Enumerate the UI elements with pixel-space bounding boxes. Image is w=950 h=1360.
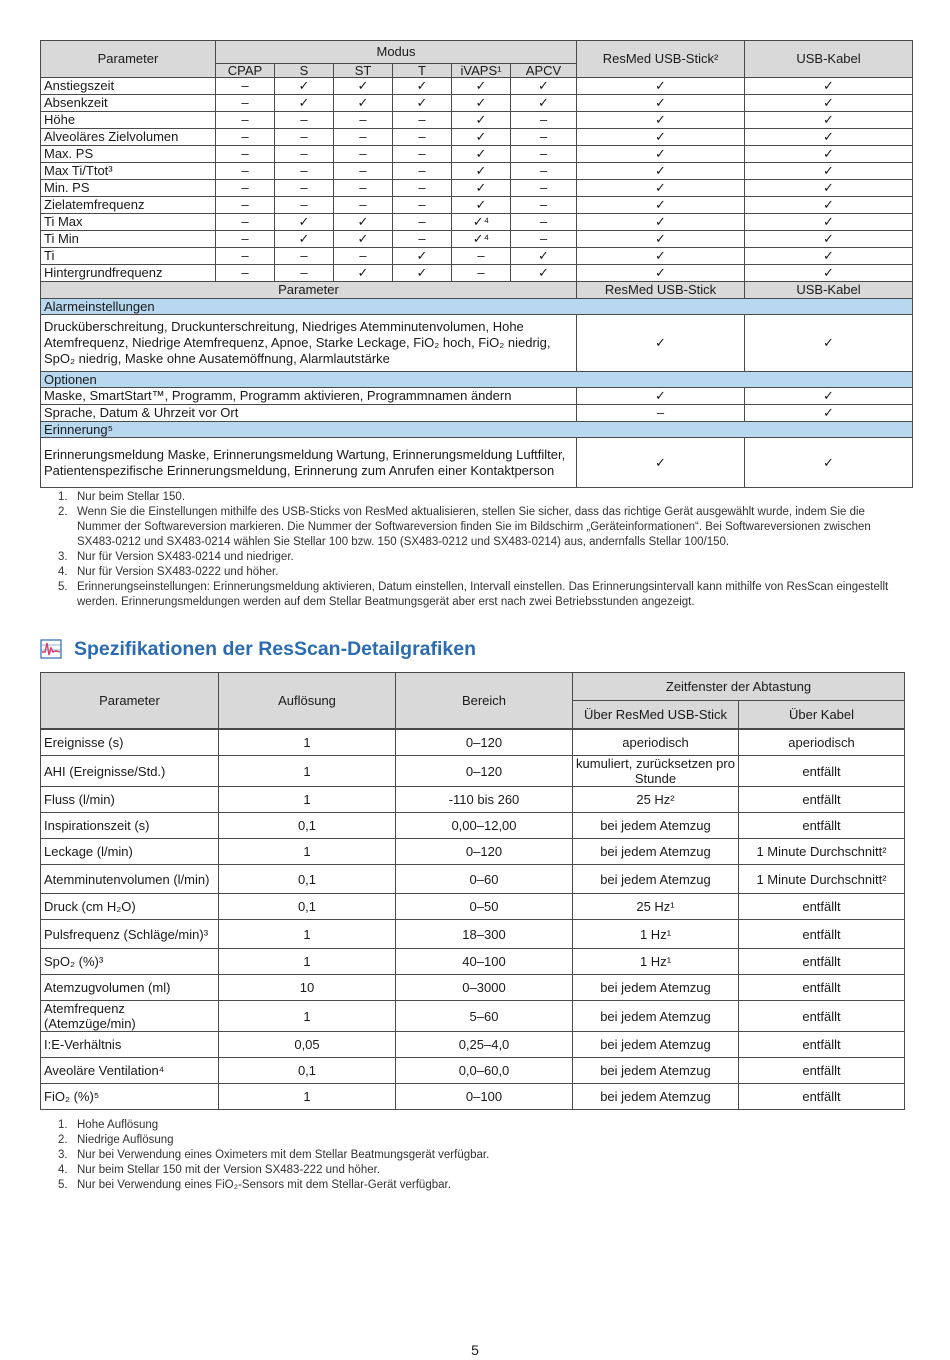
value-cell: – xyxy=(334,248,393,265)
param-cell: I:E-Verhältnis xyxy=(41,1032,219,1058)
value-cell: ✓ xyxy=(452,95,511,112)
value-cell: entfällt xyxy=(739,1001,905,1032)
value-cell: – xyxy=(216,129,275,146)
value-cell: – xyxy=(334,129,393,146)
param-cell: Ti Max xyxy=(41,214,216,231)
param-cell: Absenkzeit xyxy=(41,95,216,112)
value-cell: 10 xyxy=(219,975,396,1001)
table-row xyxy=(41,839,905,865)
footnote-number: 1. xyxy=(58,1119,68,1131)
value-cell: – xyxy=(393,129,452,146)
value-cell: 0,1 xyxy=(219,894,396,920)
mode-header: iVAPS¹ xyxy=(452,64,511,78)
value-cell: ✓ xyxy=(393,95,452,112)
value-cell: – xyxy=(216,163,275,180)
footnote-number: 4. xyxy=(58,1164,68,1176)
value-cell: entfällt xyxy=(739,1058,905,1084)
value-cell: 1 xyxy=(219,1084,396,1110)
param-cell: Inspirationszeit (s) xyxy=(41,813,219,839)
value-cell: – xyxy=(216,231,275,248)
table-subheader xyxy=(41,282,913,299)
value-cell: – xyxy=(216,248,275,265)
footnote-number: 1. xyxy=(58,491,68,503)
value-cell: 1 Hz¹ xyxy=(573,920,739,949)
value-cell: – xyxy=(275,112,334,129)
value-cell: – xyxy=(511,197,577,214)
value-cell: ✓ xyxy=(577,231,745,248)
section-row-options xyxy=(41,372,913,388)
mode-header: T xyxy=(393,64,452,78)
subheader-usb-stick: ResMed USB-Stick xyxy=(577,282,745,299)
value-cell: aperiodisch xyxy=(739,730,905,756)
value-cell: ✓ xyxy=(275,231,334,248)
value-cell: ✓ xyxy=(452,112,511,129)
param-cell: FiO₂ (%)⁵ xyxy=(41,1084,219,1110)
value-cell: – xyxy=(393,163,452,180)
value-cell: – xyxy=(511,180,577,197)
value-cell: ✓ xyxy=(745,315,913,372)
value-cell: – xyxy=(275,197,334,214)
header-via-usb-stick: Über ResMed USB-Stick xyxy=(573,701,739,729)
value-cell: ✓ xyxy=(745,248,913,265)
header-via-cable: Über Kabel xyxy=(739,701,905,729)
value-cell: ✓ xyxy=(745,112,913,129)
subheader-parameter: Parameter xyxy=(41,282,577,299)
value-cell: ✓ xyxy=(452,78,511,95)
param-cell: Drucküberschreitung, Druckunterschreitung, Niedriges Atemminutenvolumen, Hohe Atemfrequenz, Niedrige Atemfrequenz, Apnoe, Starke Leckage, FiO₂ hoch, FiO₂ niedrig, SpO₂ niedrig, Maske ohne Ausatemöffnung, Alarmlautstärke xyxy=(41,315,577,372)
value-cell: entfällt xyxy=(739,756,905,787)
header-modus: Modus xyxy=(216,41,577,64)
value-cell: ✓ xyxy=(452,146,511,163)
header-resolution: Auflösung xyxy=(219,673,396,729)
value-cell: entfällt xyxy=(739,920,905,949)
value-cell: ✓ xyxy=(275,95,334,112)
resscan-spec-table xyxy=(40,672,905,1110)
value-cell: ✓ xyxy=(745,180,913,197)
value-cell: ✓ xyxy=(745,388,913,405)
value-cell: entfällt xyxy=(739,787,905,813)
value-cell: – xyxy=(275,163,334,180)
footnote-text: Nur bei Verwendung eines FiO₂-Sensors mit dem Stellar-Gerät verfügbar. xyxy=(77,1179,451,1191)
value-cell: – xyxy=(275,248,334,265)
value-cell: – xyxy=(393,231,452,248)
value-cell: ✓ xyxy=(745,197,913,214)
header-usb-stick: ResMed USB-Stick² xyxy=(577,41,745,78)
value-cell: 0–3000 xyxy=(396,975,573,1001)
param-cell: Zielatemfrequenz xyxy=(41,197,216,214)
value-cell: ✓ xyxy=(577,180,745,197)
section-title: Erinnerung⁵ xyxy=(41,422,913,438)
value-cell: entfällt xyxy=(739,949,905,975)
value-cell: ✓ xyxy=(334,214,393,231)
value-cell: ✓ xyxy=(275,214,334,231)
table-row xyxy=(41,920,905,949)
table-row xyxy=(41,146,913,163)
footnote xyxy=(58,1133,908,1148)
table-row xyxy=(41,894,905,920)
table-row xyxy=(41,865,905,894)
value-cell: 1 xyxy=(219,920,396,949)
value-cell: ✓ xyxy=(511,95,577,112)
table-row xyxy=(41,405,913,422)
value-cell: 1 Minute Durchschnitt² xyxy=(739,839,905,865)
footnote xyxy=(58,580,908,610)
value-cell: ✓ xyxy=(275,78,334,95)
value-cell: bei jedem Atemzug xyxy=(573,865,739,894)
value-cell: 1 xyxy=(219,756,396,787)
param-cell: AHI (Ereignisse/Std.) xyxy=(41,756,219,787)
value-cell: ✓ xyxy=(577,163,745,180)
param-cell: Ti Min xyxy=(41,231,216,248)
param-cell: SpO₂ (%)³ xyxy=(41,949,219,975)
value-cell: 0–50 xyxy=(396,894,573,920)
footnote xyxy=(58,1178,908,1193)
value-cell: 0,1 xyxy=(219,813,396,839)
value-cell: – xyxy=(393,197,452,214)
value-cell: – xyxy=(511,214,577,231)
value-cell: ✓ xyxy=(452,180,511,197)
param-cell: Atemzugvolumen (ml) xyxy=(41,975,219,1001)
value-cell: – xyxy=(216,112,275,129)
value-cell: ✓ xyxy=(334,95,393,112)
header-usb-cable: USB-Kabel xyxy=(745,41,913,78)
table-row xyxy=(41,214,913,231)
value-cell: – xyxy=(275,129,334,146)
value-cell: – xyxy=(334,163,393,180)
footnote-text: Nur für Version SX483-0214 und niedriger. xyxy=(77,551,294,563)
header-parameter: Parameter xyxy=(41,673,219,729)
section-row-alarm xyxy=(41,299,913,315)
param-cell: Ti xyxy=(41,248,216,265)
value-cell: entfällt xyxy=(739,894,905,920)
value-cell: bei jedem Atemzug xyxy=(573,1032,739,1058)
header-sampling-window: Zeitfenster der Abtastung xyxy=(573,673,905,701)
table-row xyxy=(41,1058,905,1084)
value-cell: – xyxy=(393,112,452,129)
table-row xyxy=(41,438,913,488)
value-cell: – xyxy=(216,95,275,112)
value-cell: – xyxy=(511,129,577,146)
table-row xyxy=(41,129,913,146)
footnote-text: Nur beim Stellar 150. xyxy=(77,491,186,503)
page-number: 5 xyxy=(471,1342,479,1358)
param-cell: Atemfrequenz (Atemzüge/min) xyxy=(41,1001,219,1032)
mode-header: APCV xyxy=(511,64,577,78)
value-cell: entfällt xyxy=(739,813,905,839)
mode-header: CPAP xyxy=(216,64,275,78)
value-cell: 5–60 xyxy=(396,1001,573,1032)
value-cell: 40–100 xyxy=(396,949,573,975)
section-title: Alarmeinstellungen xyxy=(41,299,913,315)
value-cell: – xyxy=(452,248,511,265)
value-cell: ✓ xyxy=(577,95,745,112)
footnotes-resscan xyxy=(58,1118,908,1193)
footnote xyxy=(58,1118,908,1133)
footnote-text: Nur für Version SX483-0222 und höher. xyxy=(77,566,279,578)
section-title: Spezifikationen der ResScan-Detailgrafiken xyxy=(74,637,477,660)
table-row xyxy=(41,197,913,214)
value-cell: 0–120 xyxy=(396,730,573,756)
value-cell: 25 Hz² xyxy=(573,787,739,813)
param-cell: Maske, SmartStart™, Programm, Programm aktivieren, Programmnamen ändern xyxy=(41,388,577,405)
table-row xyxy=(41,248,913,265)
footnote-text: Niedrige Auflösung xyxy=(77,1134,174,1146)
value-cell: – xyxy=(334,197,393,214)
section-title: Optionen xyxy=(41,372,913,388)
value-cell: ✓ xyxy=(577,388,745,405)
param-cell: Erinnerungsmeldung Maske, Erinnerungsmeldung Wartung, Erinnerungsmeldung Luftfilter, Patientenspezifische Erinnerungsmeldung, Erinnerung zum Anrufen einer Kontaktperson xyxy=(41,438,577,488)
value-cell: ✓ xyxy=(511,78,577,95)
value-cell: entfällt xyxy=(739,975,905,1001)
value-cell: – xyxy=(393,180,452,197)
param-cell: Fluss (l/min) xyxy=(41,787,219,813)
table-row xyxy=(41,95,913,112)
value-cell: ✓ xyxy=(577,315,745,372)
value-cell: ✓⁴ xyxy=(452,231,511,248)
value-cell: ✓ xyxy=(334,231,393,248)
value-cell: ✓ xyxy=(745,95,913,112)
value-cell: – xyxy=(334,180,393,197)
value-cell: 1 xyxy=(219,730,396,756)
value-cell: entfällt xyxy=(739,1032,905,1058)
value-cell: 1 Hz¹ xyxy=(573,949,739,975)
value-cell: ✓ xyxy=(577,214,745,231)
value-cell: 0–100 xyxy=(396,1084,573,1110)
footnote-text: Nur bei Verwendung eines Oximeters mit dem Stellar Beatmungsgerät verfügbar. xyxy=(77,1149,490,1161)
value-cell: – xyxy=(511,163,577,180)
value-cell: 0,1 xyxy=(219,865,396,894)
value-cell: bei jedem Atemzug xyxy=(573,839,739,865)
param-cell: Max Ti/Ttot³ xyxy=(41,163,216,180)
table-row xyxy=(41,1084,905,1110)
table-row xyxy=(41,949,905,975)
header-parameter: Parameter xyxy=(41,41,216,78)
param-cell: Höhe xyxy=(41,112,216,129)
value-cell: – xyxy=(511,231,577,248)
value-cell: – xyxy=(393,146,452,163)
param-cell: Leckage (l/min) xyxy=(41,839,219,865)
table-row xyxy=(41,756,905,787)
table-row xyxy=(41,265,913,282)
param-cell: Druck (cm H₂O) xyxy=(41,894,219,920)
table-row xyxy=(41,787,905,813)
param-cell: Sprache, Datum & Uhrzeit vor Ort xyxy=(41,405,577,422)
table-row xyxy=(41,163,913,180)
value-cell: ✓ xyxy=(745,129,913,146)
param-cell: Alveoläres Zielvolumen xyxy=(41,129,216,146)
footnote-number: 4. xyxy=(58,566,68,578)
footnote-number: 2. xyxy=(58,506,68,518)
param-cell: Aveoläre Ventilation⁴ xyxy=(41,1058,219,1084)
value-cell: – xyxy=(216,78,275,95)
value-cell: bei jedem Atemzug xyxy=(573,1058,739,1084)
footnote-text: Wenn Sie die Einstellungen mithilfe des USB-Sticks von ResMed aktualisieren, stellen Sie sicher, dass das richtige Gerät ausgewählt wurde, indem Sie die Nummer der Softwareversion markieren. Die Nummer der Softwareversion finden Sie im Bildschirm „Geräteinformationen“. Bei Softwareversionen zwischen SX483-0212 und SX483-0214 wählen Sie Stellar 100 bzw. 150 (SX483-0212 und SX483-0214) aus, andernfalls Stellar 100/150. xyxy=(77,506,871,548)
value-cell: 0,25–4,0 xyxy=(396,1032,573,1058)
value-cell: -110 bis 260 xyxy=(396,787,573,813)
value-cell: ✓ xyxy=(511,265,577,282)
table-row xyxy=(41,730,905,756)
value-cell: – xyxy=(216,214,275,231)
value-cell: ✓ xyxy=(452,197,511,214)
value-cell: bei jedem Atemzug xyxy=(573,1084,739,1110)
value-cell: ✓ xyxy=(577,248,745,265)
value-cell: 1 xyxy=(219,787,396,813)
waveform-chart-icon xyxy=(40,639,62,659)
value-cell: ✓ xyxy=(334,265,393,282)
value-cell: 1 xyxy=(219,949,396,975)
table-row xyxy=(41,813,905,839)
value-cell: 0–120 xyxy=(396,756,573,787)
section-row-reminder xyxy=(41,422,913,438)
value-cell: – xyxy=(275,265,334,282)
value-cell: ✓ xyxy=(745,214,913,231)
table-row xyxy=(41,388,913,405)
value-cell: kumuliert, zurücksetzen pro Stunde xyxy=(573,756,739,787)
value-cell: – xyxy=(275,146,334,163)
table-row xyxy=(41,1032,905,1058)
value-cell: ✓ xyxy=(334,78,393,95)
value-cell: bei jedem Atemzug xyxy=(573,813,739,839)
value-cell: ✓ xyxy=(745,78,913,95)
settings-table xyxy=(40,40,913,488)
footnotes-settings xyxy=(58,490,908,610)
value-cell: – xyxy=(216,146,275,163)
param-cell: Pulsfrequenz (Schläge/min)³ xyxy=(41,920,219,949)
param-cell: Anstiegszeit xyxy=(41,78,216,95)
value-cell: 1 xyxy=(219,1001,396,1032)
footnote xyxy=(58,505,908,550)
value-cell: ✓ xyxy=(452,163,511,180)
footnote-number: 5. xyxy=(58,581,68,593)
value-cell: ✓ xyxy=(511,248,577,265)
footnote xyxy=(58,550,908,565)
value-cell: – xyxy=(511,146,577,163)
value-cell: 1 xyxy=(219,839,396,865)
footnote-text: Erinnerungseinstellungen: Erinnerungsmeldung aktivieren, Datum einstellen, Intervall einstellen. Das Erinnerungsintervall kann mithilfe von ResScan eingestellt werden. Erinnerungsmeldungen werden auf dem Stellar Beatmungsgerät aber erst nach zwei Betriebsstunden angezeigt. xyxy=(77,581,889,608)
footnote-text: Nur beim Stellar 150 mit der Version SX483-222 und höher. xyxy=(77,1164,381,1176)
value-cell: – xyxy=(577,405,745,422)
value-cell: ✓ xyxy=(393,78,452,95)
param-cell: Atemminutenvolumen (l/min) xyxy=(41,865,219,894)
param-cell: Hintergrundfrequenz xyxy=(41,265,216,282)
param-cell: Min. PS xyxy=(41,180,216,197)
footnote-number: 3. xyxy=(58,551,68,563)
value-cell: – xyxy=(511,112,577,129)
footnote xyxy=(58,565,908,580)
value-cell: 0–120 xyxy=(396,839,573,865)
value-cell: 0,00–12,00 xyxy=(396,813,573,839)
value-cell: – xyxy=(216,197,275,214)
footnote-number: 2. xyxy=(58,1134,68,1146)
value-cell: ✓ xyxy=(577,146,745,163)
table-row xyxy=(41,78,913,95)
value-cell: – xyxy=(275,180,334,197)
param-cell: Ereignisse (s) xyxy=(41,730,219,756)
section-heading xyxy=(40,636,476,662)
value-cell: ✓ xyxy=(393,248,452,265)
table-row xyxy=(41,180,913,197)
table-row xyxy=(41,315,913,372)
footnote-number: 3. xyxy=(58,1149,68,1161)
footnote xyxy=(58,1148,908,1163)
param-cell: Max. PS xyxy=(41,146,216,163)
value-cell: aperiodisch xyxy=(573,730,739,756)
value-cell: – xyxy=(334,112,393,129)
value-cell: – xyxy=(216,265,275,282)
value-cell: 1 Minute Durchschnitt² xyxy=(739,865,905,894)
value-cell: ✓ xyxy=(745,146,913,163)
value-cell: – xyxy=(334,146,393,163)
mode-header: S xyxy=(275,64,334,78)
value-cell: ✓ xyxy=(577,197,745,214)
mode-header: ST xyxy=(334,64,393,78)
value-cell: ✓ xyxy=(745,265,913,282)
table-row xyxy=(41,112,913,129)
value-cell: ✓ xyxy=(577,78,745,95)
value-cell: ✓ xyxy=(745,405,913,422)
table-row xyxy=(41,1001,905,1032)
value-cell: ✓ xyxy=(577,438,745,488)
value-cell: ✓ xyxy=(393,265,452,282)
value-cell: – xyxy=(452,265,511,282)
value-cell: bei jedem Atemzug xyxy=(573,975,739,1001)
subheader-usb-cable: USB-Kabel xyxy=(745,282,913,299)
value-cell: 0,05 xyxy=(219,1032,396,1058)
value-cell: – xyxy=(393,214,452,231)
header-range: Bereich xyxy=(396,673,573,729)
value-cell: – xyxy=(216,180,275,197)
value-cell: entfällt xyxy=(739,1084,905,1110)
footnote xyxy=(58,490,908,505)
footnote xyxy=(58,1163,908,1178)
value-cell: ✓ xyxy=(577,129,745,146)
footnote-number: 5. xyxy=(58,1179,68,1191)
value-cell: ✓ xyxy=(745,163,913,180)
value-cell: ✓ xyxy=(577,112,745,129)
value-cell: ✓ xyxy=(452,129,511,146)
value-cell: 0,0–60,0 xyxy=(396,1058,573,1084)
value-cell: bei jedem Atemzug xyxy=(573,1001,739,1032)
value-cell: 0–60 xyxy=(396,865,573,894)
value-cell: ✓ xyxy=(577,265,745,282)
table-row xyxy=(41,231,913,248)
value-cell: 25 Hz¹ xyxy=(573,894,739,920)
value-cell: 0,1 xyxy=(219,1058,396,1084)
table-row xyxy=(41,975,905,1001)
value-cell: 18–300 xyxy=(396,920,573,949)
value-cell: ✓ xyxy=(745,438,913,488)
footnote-text: Hohe Auflösung xyxy=(77,1119,159,1131)
value-cell: ✓ xyxy=(745,231,913,248)
value-cell: ✓⁴ xyxy=(452,214,511,231)
